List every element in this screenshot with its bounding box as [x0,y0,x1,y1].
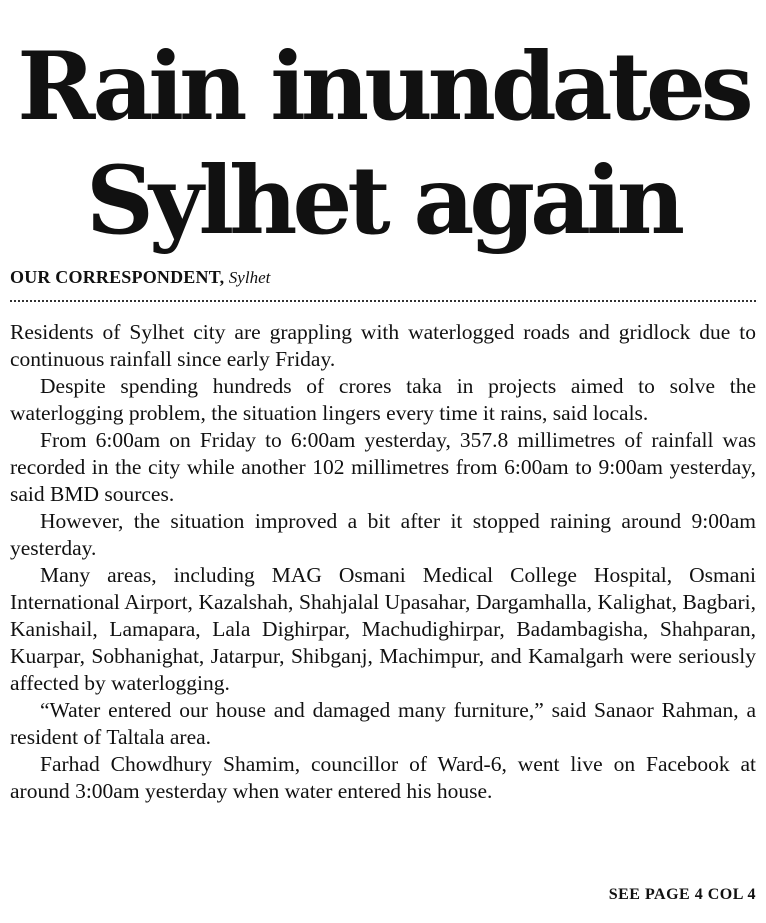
article-body [10,319,756,805]
byline-author: OUR CORRESPONDENT, [10,267,225,287]
paragraph-3: From 6:00am on Friday to 6:00am yesterday, 357.8 millimetres of rainfall was recorded in the city while another 102 millimetres from 6:00am to 9:00am yesterday, said BMD sources. [10,428,756,506]
dotted-divider [10,300,756,302]
paragraph-1: Residents of Sylhet city are grappling with waterlogged roads and gridlock due to continuous rainfall since early Friday. [10,320,756,371]
headline-line-2: Sylhet again [85,146,681,256]
byline [10,266,270,289]
headline-line-1: Rain inundates [17,32,749,142]
byline-location: Sylhet [228,268,271,287]
paragraph-5: Many areas, including MAG Osmani Medical College Hospital, Osmani International Airport, Kazalshah, Shahjalal Upasahar, Dargamhalla, Kalighat, Bagbari, Kanishail, Lamapara, Lala Dighirpar, Machudighirpar, Badambagisha, Shahparan, Kuarpar, Sobhanighat, Jatarpur, Shibganj, Machimpur, and Kamalgarh were seriously affected by waterlogging. [10,563,756,695]
paragraph-4: However, the situation improved a bit after it stopped raining around 9:00am yesterday. [10,509,756,560]
news-article [10,0,756,923]
paragraph-2: Despite spending hundreds of crores taka in projects aimed to solve the waterlogging problem, the situation lingers every time it rains, said locals. [10,374,756,425]
paragraph-6: “Water entered our house and damaged many furniture,” said Sanaor Rahman, a resident of Taltala area. [10,698,756,749]
continuation-jump: SEE PAGE 4 COL 4 [608,886,756,903]
headline [10,0,756,258]
paragraph-7: Farhad Chowdhury Shamim, councillor of Ward-6, went live on Facebook at around 3:00am yesterday when water entered his house. [10,752,756,803]
